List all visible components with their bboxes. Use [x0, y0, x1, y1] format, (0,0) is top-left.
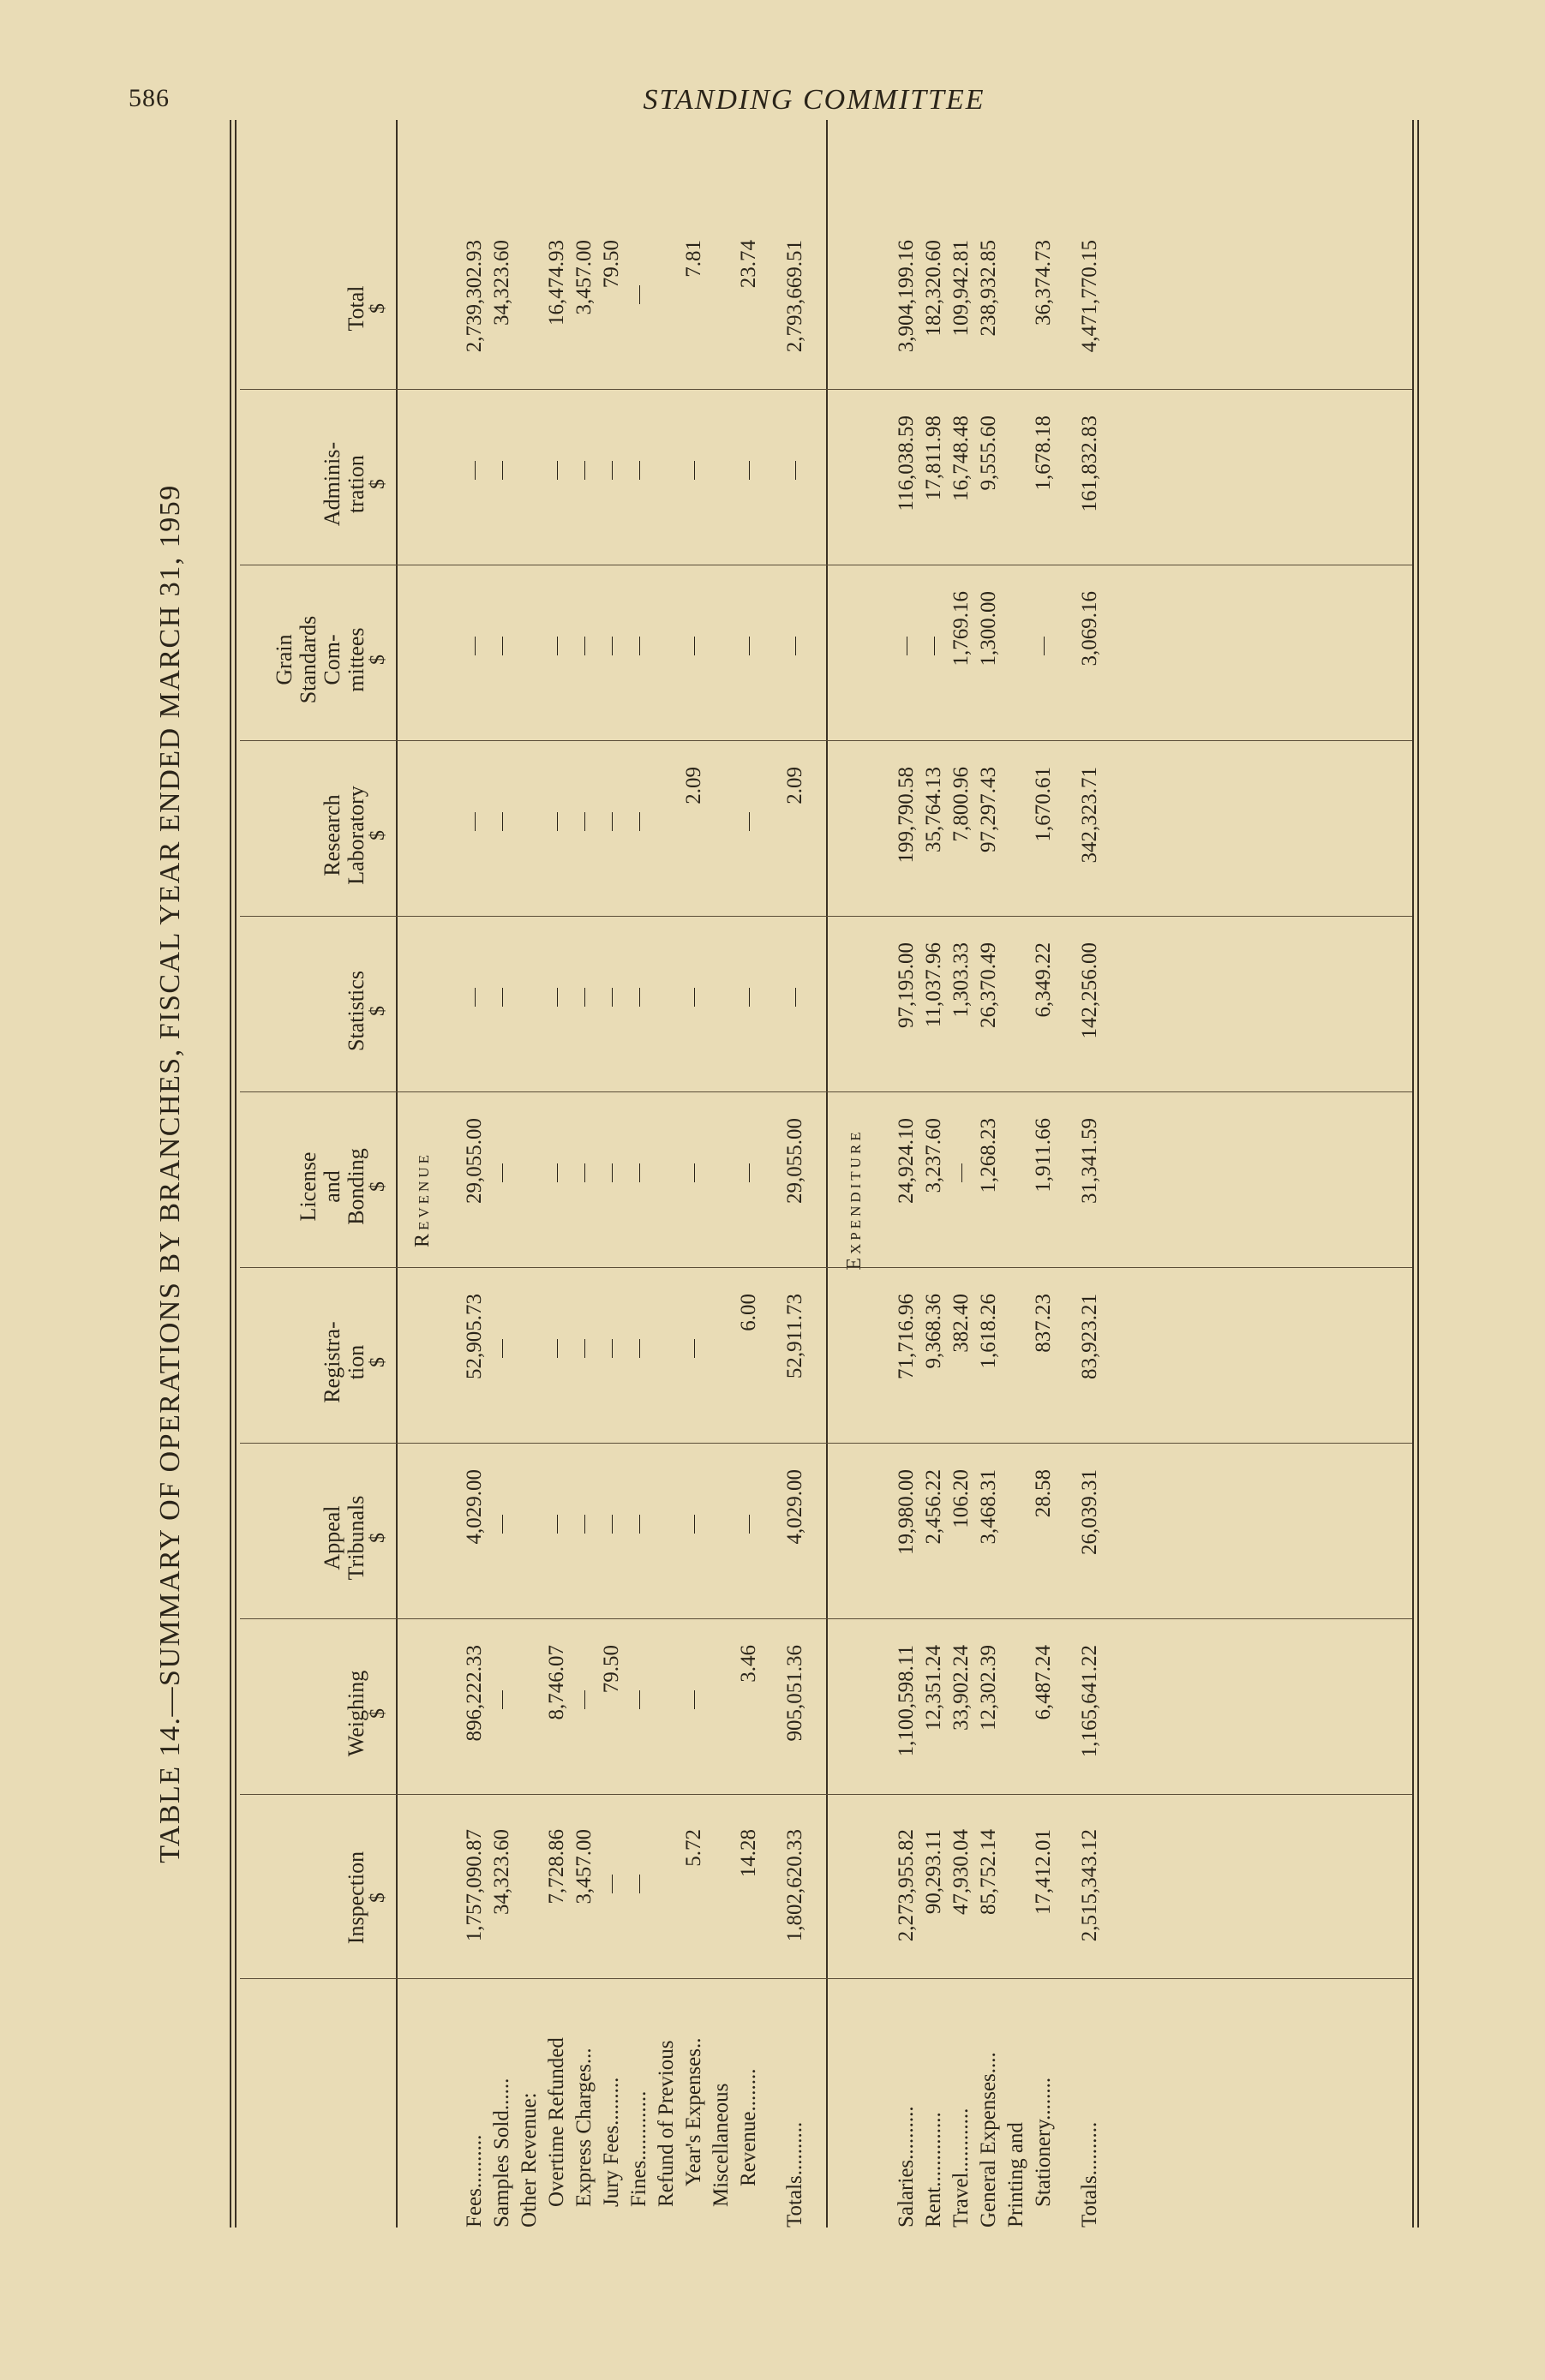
empty-dash [694, 461, 695, 480]
table-cell: 106.20 [949, 1469, 973, 1528]
empty-dash [557, 1339, 558, 1358]
table-cell: 33,902.24 [949, 1645, 973, 1731]
totals-label: Totals.......... [783, 2121, 806, 2228]
table-cell: 24,924.10 [895, 1118, 918, 1204]
empty-dash [795, 637, 796, 655]
row-label: General Expenses.... [977, 2052, 1000, 2228]
table-cell: 7,728.86 [545, 1829, 568, 1905]
table-cell: 2,739,302.93 [463, 240, 486, 353]
empty-dash [639, 1690, 640, 1709]
row-label: Express Charges... [572, 2048, 596, 2207]
empty-dash [749, 812, 750, 831]
empty-dash [694, 1515, 695, 1534]
currency-symbol: $ [367, 1893, 389, 1903]
rotated-table [154, 120, 1440, 2228]
empty-dash [795, 988, 796, 1007]
table-cell: 1,618.26 [977, 1294, 1000, 1369]
column-header: Weighing [344, 1670, 368, 1757]
empty-dash [502, 1515, 503, 1534]
table-cell: 47,930.04 [949, 1829, 973, 1915]
table-cell: 1,678.18 [1032, 416, 1055, 491]
empty-dash [612, 461, 613, 480]
currency-symbol: $ [367, 1357, 389, 1367]
table-cell: 109,942.81 [949, 240, 973, 337]
empty-dash [612, 812, 613, 831]
row-label: Travel............ [949, 2108, 973, 2228]
empty-dash [1044, 637, 1045, 655]
column-rule [240, 1978, 1412, 1979]
table-cell: 9,555.60 [977, 416, 1000, 491]
currency-symbol: $ [367, 1181, 389, 1192]
table-cell: 17,412.01 [1032, 1829, 1055, 1915]
totals-cell: 4,471,770.15 [1078, 240, 1101, 353]
empty-dash [639, 1875, 640, 1893]
row-label: Other Revenue: [518, 2092, 541, 2228]
currency-symbol: $ [367, 830, 389, 840]
table-cell: 2.09 [682, 767, 705, 804]
totals-cell: 1,165,641.22 [1078, 1645, 1101, 1758]
empty-dash [694, 1163, 695, 1182]
table-cell: 7,800.96 [949, 767, 973, 842]
empty-dash [584, 1690, 585, 1709]
table-cell: 9,368.36 [922, 1294, 945, 1369]
table-cell: 7.81 [682, 240, 705, 278]
rule-bottom-2 [1417, 120, 1419, 2228]
empty-dash [502, 1339, 503, 1358]
table-cell: 71,716.96 [895, 1294, 918, 1379]
empty-dash [639, 1339, 640, 1358]
table-cell: 199,790.58 [895, 767, 918, 864]
row-label: Miscellaneous [710, 2083, 733, 2207]
table-cell: 34,323.60 [490, 240, 513, 326]
column-header: Registra- tion [320, 1321, 368, 1403]
rule-bottom [1412, 120, 1414, 2228]
table-cell: 1,769.16 [949, 591, 973, 667]
column-rule [240, 916, 1412, 917]
table-cell: 3,468.31 [977, 1469, 1000, 1545]
empty-dash [557, 637, 558, 655]
currency-symbol: $ [367, 1533, 389, 1543]
table-cell: 837.23 [1032, 1294, 1055, 1353]
empty-dash [694, 637, 695, 655]
column-header: Adminis- tration [320, 441, 368, 527]
rule-header [396, 120, 398, 2228]
empty-dash [557, 812, 558, 831]
table-cell: 85,752.14 [977, 1829, 1000, 1915]
table-cell: 35,764.13 [922, 767, 945, 852]
totals-cell: 26,039.31 [1078, 1469, 1101, 1555]
table-cell: 896,222.33 [463, 1645, 486, 1742]
totals-cell: 29,055.00 [783, 1118, 806, 1204]
table-cell: 36,374.73 [1032, 240, 1055, 326]
column-header: Grain Standards Com- mittees [272, 615, 368, 704]
column-header: License and Bonding [296, 1148, 368, 1225]
empty-dash [584, 637, 585, 655]
totals-cell: 142,256.00 [1078, 942, 1101, 1039]
empty-dash [502, 988, 503, 1007]
table-cell: 19,980.00 [895, 1469, 918, 1555]
currency-symbol: $ [367, 655, 389, 665]
empty-dash [612, 988, 613, 1007]
totals-cell: 31,341.59 [1078, 1118, 1101, 1204]
empty-dash [749, 1163, 750, 1182]
empty-dash [475, 461, 476, 480]
empty-dash [584, 461, 585, 480]
table-cell: 116,038.59 [895, 416, 918, 511]
table-cell: 3,904,199.16 [895, 240, 918, 353]
empty-dash [502, 1690, 503, 1709]
empty-dash [639, 1515, 640, 1534]
table-cell: 1,670.61 [1032, 767, 1055, 842]
column-rule [240, 1794, 1412, 1795]
empty-dash [639, 637, 640, 655]
empty-dash [694, 1690, 695, 1709]
row-label: Revenue........ [737, 2068, 760, 2186]
table-cell: 3,457.00 [572, 1829, 596, 1905]
totals-cell: 52,911.73 [783, 1294, 806, 1379]
table-cell: 14.28 [737, 1829, 760, 1878]
table-cell: 1,303.33 [949, 942, 973, 1018]
empty-dash [749, 637, 750, 655]
column-rule [240, 740, 1412, 741]
empty-dash [934, 637, 935, 655]
row-label: Stationery........ [1032, 2077, 1055, 2207]
table-cell: 16,748.48 [949, 416, 973, 501]
table-cell: 382.40 [949, 1294, 973, 1353]
empty-dash [694, 1339, 695, 1358]
empty-dash [584, 1515, 585, 1534]
row-label: Samples Sold...... [490, 2078, 513, 2228]
row-label: Printing and [1004, 2122, 1027, 2228]
row-label: Year's Expenses.. [682, 2037, 705, 2186]
table-cell: 97,195.00 [895, 942, 918, 1028]
empty-dash [749, 461, 750, 480]
column-header: Inspection [344, 1851, 368, 1945]
table-cell: 97,297.43 [977, 767, 1000, 852]
empty-dash [557, 1163, 558, 1182]
column-header: Statistics [344, 971, 368, 1051]
column-rule [240, 389, 1412, 390]
table-cell: 28.58 [1032, 1469, 1055, 1518]
section-heading: Revenue [411, 1151, 434, 1247]
totals-cell: 2,793,669.51 [783, 240, 806, 353]
table-cell: 16,474.93 [545, 240, 568, 326]
empty-dash [639, 285, 640, 304]
column-header: Appeal Tribunals [320, 1495, 368, 1581]
totals-cell: 3,069.16 [1078, 591, 1101, 667]
column-rule [240, 1618, 1412, 1619]
empty-dash [584, 988, 585, 1007]
table-cell: 79.50 [600, 240, 623, 289]
rule-top [230, 120, 231, 2228]
empty-dash [502, 1163, 503, 1182]
empty-dash [639, 812, 640, 831]
totals-cell: 905,051.36 [783, 1645, 806, 1742]
table-cell: 90,293.11 [922, 1829, 945, 1915]
table-cell: 52,905.73 [463, 1294, 486, 1379]
totals-cell: 83,923.21 [1078, 1294, 1101, 1379]
column-header: Total [344, 285, 368, 332]
currency-symbol: $ [367, 1708, 389, 1719]
table-cell: 1,757,090.87 [463, 1829, 486, 1942]
empty-dash [502, 461, 503, 480]
empty-dash [612, 1875, 613, 1893]
row-label: Overtime Refunded [545, 2037, 568, 2207]
row-label: Rent.............. [922, 2112, 945, 2228]
table-cell: 3.46 [737, 1645, 760, 1683]
table-cell: 79.50 [600, 1645, 623, 1694]
table-cell: 2,273,955.82 [895, 1829, 918, 1942]
table-cell: 2,456.22 [922, 1469, 945, 1545]
row-label: Salaries.......... [895, 2106, 918, 2228]
table-cell: 5.72 [682, 1829, 705, 1867]
table-cell: 12,351.24 [922, 1645, 945, 1731]
table-cell: 23.74 [737, 240, 760, 289]
empty-dash [694, 988, 695, 1007]
row-label: Fees.......... [463, 2134, 486, 2228]
totals-cell: 4,029.00 [783, 1469, 806, 1545]
section-heading: Expenditure [843, 1128, 865, 1271]
column-rule [240, 1267, 1412, 1268]
table-cell: 3,237.60 [922, 1118, 945, 1193]
row-label: Fines............. [627, 2090, 650, 2207]
empty-dash [584, 812, 585, 831]
table-cell: 6,349.22 [1032, 942, 1055, 1018]
column-header: Research Laboratory [320, 786, 368, 885]
empty-dash [639, 1163, 640, 1182]
empty-dash [612, 1339, 613, 1358]
empty-dash [795, 461, 796, 480]
currency-symbol: $ [367, 479, 389, 489]
empty-dash [475, 988, 476, 1007]
table-title: TABLE 14.—SUMMARY OF OPERATIONS BY BRANCHES, FISCAL YEAR ENDED MARCH 31, 1959 [154, 484, 186, 1863]
empty-dash [557, 1515, 558, 1534]
empty-dash [612, 1163, 613, 1182]
table-cell: 4,029.00 [463, 1469, 486, 1545]
empty-dash [584, 1339, 585, 1358]
table-cell: 182,320.60 [922, 240, 945, 337]
table-cell: 1,100,598.11 [895, 1645, 918, 1757]
empty-dash [612, 1515, 613, 1534]
rule-section [826, 120, 828, 2228]
table-cell: 29,055.00 [463, 1118, 486, 1204]
table-cell: 8,746.07 [545, 1645, 568, 1720]
rule-top-2 [235, 120, 237, 2228]
empty-dash [557, 988, 558, 1007]
empty-dash [557, 461, 558, 480]
page-number: 586 [129, 84, 170, 112]
empty-dash [502, 637, 503, 655]
table-cell: 1,911.66 [1032, 1118, 1055, 1193]
running-head: STANDING COMMITTEE [643, 84, 985, 116]
totals-cell: 161,832.83 [1078, 416, 1101, 512]
empty-dash [475, 637, 476, 655]
empty-dash [961, 1163, 962, 1182]
empty-dash [584, 1163, 585, 1182]
empty-dash [502, 812, 503, 831]
table-cell: 1,300.00 [977, 591, 1000, 667]
currency-symbol: $ [367, 303, 389, 314]
empty-dash [475, 812, 476, 831]
table-cell: 1,268.23 [977, 1118, 1000, 1193]
column-rule [240, 1443, 1412, 1444]
table-cell: 6.00 [737, 1294, 760, 1331]
totals-cell: 1,802,620.33 [783, 1829, 806, 1942]
totals-cell: 2,515,343.12 [1078, 1829, 1101, 1942]
table-cell: 26,370.49 [977, 942, 1000, 1028]
empty-dash [612, 637, 613, 655]
totals-cell: 2.09 [783, 767, 806, 804]
table-cell: 11,037.96 [922, 942, 945, 1028]
empty-dash [749, 1515, 750, 1534]
table-cell: 12,302.39 [977, 1645, 1000, 1731]
table-cell: 6,487.24 [1032, 1645, 1055, 1720]
row-label: Jury Fees......... [600, 2077, 623, 2207]
empty-dash [639, 461, 640, 480]
currency-symbol: $ [367, 1006, 389, 1016]
totals-label: Totals.......... [1078, 2121, 1101, 2228]
empty-dash [639, 988, 640, 1007]
row-label: Refund of Previous [655, 2040, 678, 2207]
column-rule [240, 1091, 1412, 1092]
empty-dash [749, 988, 750, 1007]
table-cell: 17,811.98 [922, 416, 945, 501]
table-cell: 238,932.85 [977, 240, 1000, 337]
table-cell: 34,323.60 [490, 1829, 513, 1915]
totals-cell: 342,323.71 [1078, 767, 1101, 864]
table-cell: 3,457.00 [572, 240, 596, 315]
